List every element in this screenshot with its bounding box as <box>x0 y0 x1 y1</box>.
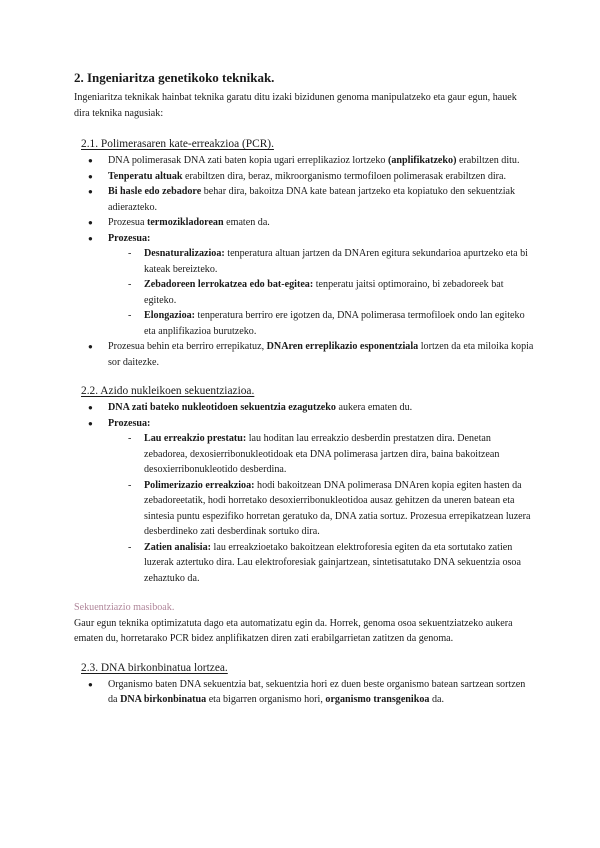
section-recombinant-dna <box>74 661 534 708</box>
section-heading: 2. Ingeniaritza genetikoko teknikak. <box>74 70 275 85</box>
bold-text: Desnaturalizazioa: <box>144 248 225 259</box>
text: behar dira, bakoitza DNA kate batean jartzeko eta kopiatuko den sekuentziak adierazteko. <box>108 186 516 213</box>
list-item <box>74 677 534 708</box>
subsection-title-pcr: 2.1. Polimerasaren kate-erreakzioa (PCR). <box>81 138 274 150</box>
text: Prozesua <box>108 217 147 228</box>
document-page <box>74 70 534 708</box>
bold-text: Lau erreakzio prestatu: <box>144 433 247 444</box>
list-item <box>74 478 534 540</box>
subsection-title-recombinant: 2.3. DNA birkonbinatua lortzea. <box>81 661 228 674</box>
section-sequencing <box>74 384 534 586</box>
text: erabiltzen ditu. <box>456 155 520 166</box>
list-item <box>74 184 534 215</box>
list-item <box>74 400 534 416</box>
bold-text: organismo transgenikoa <box>325 694 430 705</box>
text: lau hoditan lau erreakzio desberdin prestatzen dira. Denetan zebadorea, dexosierribonukleotidoak eta DNA polimerasa jartzen dira, baina bakoitzean desoxierribonukleotido desberdina. <box>144 433 500 475</box>
text: DNA polimerasak DNA zati baten kopia ugari erreplikazioz lortzeko <box>108 155 389 166</box>
list-item <box>74 277 534 308</box>
subsection-title-sequencing: 2.2. Azido nukleikoen sekuentziazioa. <box>81 385 255 397</box>
text: Organismo baten DNA sekuentzia bat, sekuentzia hori ez duen beste organismo batean sartzean sortzen da <box>108 678 526 705</box>
sequencing-process-steps <box>74 431 534 586</box>
text: da. <box>429 694 445 705</box>
text: ematen da. <box>223 217 270 228</box>
text: tenperatura berriro ere igotzen da, DNA polimerasa termofiloek ondo lan egiteko eta anplifikazioa burutzeko. <box>144 310 525 337</box>
intro-paragraph: Ingeniaritza teknikak hainbat teknika garatu ditu izaki bizidunen genoma manipulatzeko eta gaur egun, hauek dira teknika nagusiak: <box>74 92 517 119</box>
list-item <box>74 215 534 231</box>
list-item <box>74 339 534 370</box>
bold-text: Zatien analisia: <box>144 541 212 553</box>
sequencing-bullet-list <box>74 400 534 586</box>
bold-text: DNAren erreplikazio esponentziala <box>266 341 419 352</box>
bold-text: DNA zati bateko nukleotidoen sekuentzia ezagutzeko <box>108 402 336 413</box>
list-item <box>74 431 534 478</box>
text: lortzen da eta miloika kopia sor daitezke. <box>108 341 534 368</box>
list-item <box>74 231 534 340</box>
recombinant-bullet-list <box>74 677 534 708</box>
text: aukera ematen du. <box>335 402 413 413</box>
section-pcr <box>74 137 534 370</box>
bold-text: Polimerizazio erreakzioa: <box>144 479 255 491</box>
subheading-massive-sequencing: Sekuentziazio masiboak. <box>74 602 175 613</box>
text: lau erreakzioetako bakoitzean elektroforesia egiten da eta sortutako zatien luzerak aztertuko dira. Lau elektroforesiak gainjartzean, sintetisatutako DNA sekuentzia osoa zehaztuko da. <box>144 541 521 584</box>
text: eta bigarren organismo hori, <box>206 694 326 705</box>
bold-text: (anplifikatzeko) <box>388 155 457 166</box>
bold-text: Zebadoreen lerrokatzea edo bat-egitea: <box>144 279 314 290</box>
list-item <box>74 416 534 587</box>
text: tenperatura altuan jartzen da DNAren egitura sekundarioa apurtzeko eta bi kateak bereizteko. <box>144 248 528 275</box>
bold-text: termozikladorean <box>146 217 224 228</box>
text: erabiltzen dira, beraz, mikroorganismo termofiloen polimerasak erabiltzen dira. <box>182 170 507 182</box>
bold-text: Elongazioa: <box>144 310 196 321</box>
list-item <box>74 153 534 169</box>
list-item <box>74 540 534 587</box>
massive-sequencing-paragraph: Gaur egun teknika optimizatuta dago eta automatizatu egin da. Horrek, genoma osoa sekuentziatzeko aukera ematen du, horretarako PCR bidez anplifikatzen diren zati erabilgarrietan zatitzen da genoma. <box>74 617 513 644</box>
pcr-bullet-list <box>74 153 534 370</box>
list-item <box>74 169 534 185</box>
pcr-process-steps <box>74 246 534 339</box>
text: Prozesua behin eta berriro errepikatuz, <box>108 341 267 352</box>
text: tenperatu jaitsi optimoraino, bi zebadoreek bat egiteko. <box>144 279 504 306</box>
list-item <box>74 308 534 339</box>
bold-text: Prozesua: <box>108 232 151 244</box>
bold-text: DNA birkonbinatua <box>120 694 207 705</box>
list-item <box>74 246 534 277</box>
bold-text: Tenperatu altuak <box>108 170 183 182</box>
bold-text: Bi hasle edo zebadore <box>108 186 202 197</box>
bold-text: Prozesua: <box>108 417 151 429</box>
text: hodi bakoitzean DNA polimerasa DNAren kopia egiten hasten da zebadoreetatik, hodi horretako desoxierribonukleotidoa ausaz gehitzen da uneren batean eta sintesia puntu espezifiko horretan geratuko da, DNA zatia sortuz. Prozesua errepikatzean luzera desberdineko zati desberdinak sortuko dira. <box>144 479 531 537</box>
